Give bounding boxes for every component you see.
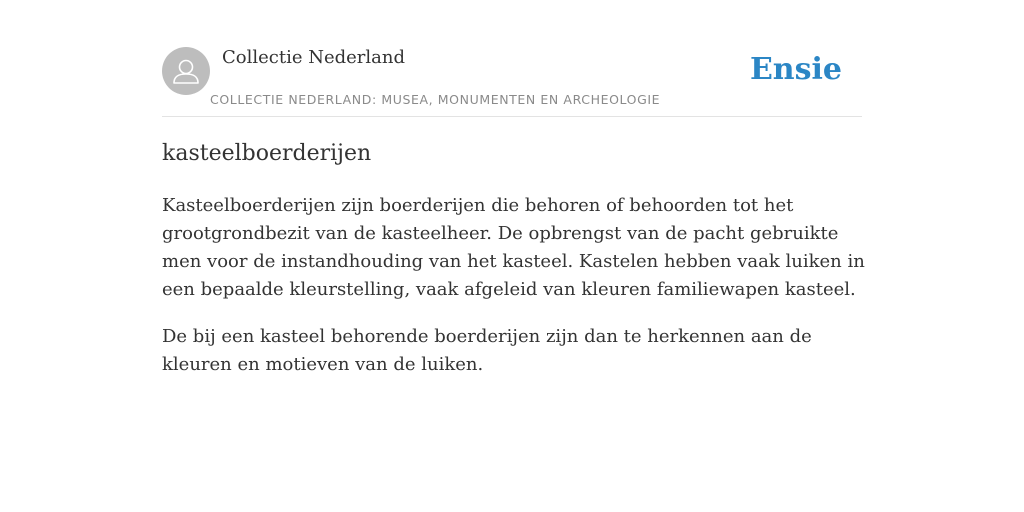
header	[162, 40, 862, 117]
definition-paragraph: Kasteelboerderijen zijn boerderijen die behoren of behoorden tot het grootgrondbezit van de kasteelheer. De opbrengst van de pacht gebruikte men voor de instandhouding van het kasteel. Kastelen hebben vaak luiken in een bepaalde kleurstelling, vaak afgeleid van kleuren familiewapen kasteel.	[162, 195, 865, 300]
article	[162, 138, 868, 398]
avatar[interactable]	[162, 47, 210, 95]
source-subtitle: COLLECTIE NEDERLAND: MUSEA, MONUMENTEN EN ARCHEOLOGIE	[210, 92, 661, 107]
definition-paragraph: De bij een kasteel behorende boerderijen zijn dan te herkennen aan de kleuren en motieven van de luiken.	[162, 326, 812, 375]
author-name[interactable]: Collectie Nederland	[222, 47, 406, 68]
user-silhouette-icon	[162, 47, 210, 95]
brand-logo[interactable]: Ensie	[749, 52, 842, 87]
term-title: kasteelboerderijen	[162, 141, 372, 166]
